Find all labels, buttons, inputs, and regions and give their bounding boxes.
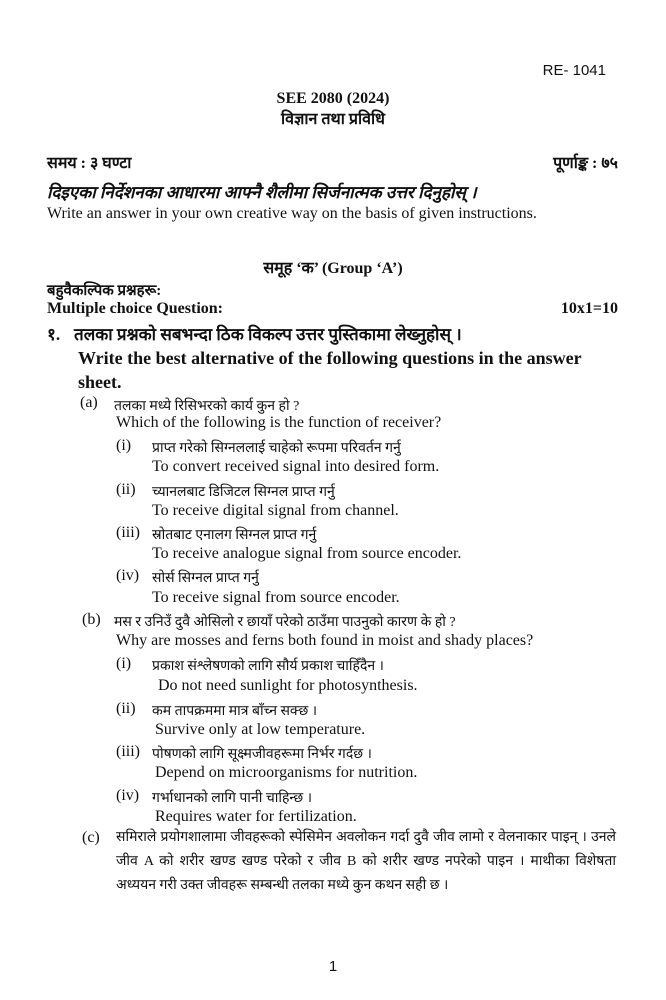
question-nepali: तलका प्रश्नको सबभन्दा ठिक विकल्प उत्तर पुस्तिकामा लेख्नुहोस् । xyxy=(74,325,462,344)
instruction-english: Write an answer in your own creative way on the basis of given instructions. xyxy=(47,205,537,222)
option-nepali: कम तापक्रममा मात्र बाँच्न सक्छ । xyxy=(152,704,318,719)
subq-nepali: तलका मध्ये रिसिभरको कार्य कुन हो ? xyxy=(114,399,300,414)
option-nepali: प्राप्त गरेको सिग्नललाई चाहेको रूपमा परिवर्तन गर्नु xyxy=(152,441,401,456)
option-nepali: पोषणको लागि सूक्ष्मजीवहरूमा निर्भर गर्दछ । xyxy=(152,747,372,762)
option-english: To receive signal from source encoder. xyxy=(152,589,400,606)
option-english: To receive digital signal from channel. xyxy=(152,502,399,519)
paper-code: RE- 1041 xyxy=(542,62,606,79)
mcq-heading-english: Multiple choice Question: xyxy=(47,300,223,317)
subq-english: Which of the following is the function of receiver? xyxy=(116,414,442,431)
option-label: (iv) xyxy=(116,567,140,584)
option-english: To convert received signal into desired form. xyxy=(152,458,440,475)
subq-label: (c) xyxy=(82,829,100,846)
instruction-nepali: दिइएका निर्देशनका आधारमा आफ्नै शैलीमा सिर्जनात्मक उत्तर दिनुहोस् । xyxy=(47,183,477,202)
option-label: (ii) xyxy=(116,481,136,498)
mcq-heading-nepali: बहुवैकल्पिक प्रश्नहरू: xyxy=(47,283,162,299)
exam-title: SEE 2080 (2024) xyxy=(276,90,390,107)
option-nepali: प्रकाश संश्लेषणको लागि सौर्य प्रकाश चाहिँदैन । xyxy=(152,659,384,674)
mcq-marks: 10x1=10 xyxy=(560,300,618,317)
option-nepali: स्रोतबाट एनालग सिग्नल प्राप्त गर्नु xyxy=(152,528,317,543)
option-english: To receive analogue signal from source encoder. xyxy=(152,545,462,562)
option-label: (iii) xyxy=(116,524,140,541)
group-title: समूह ‘क’ (Group ‘A’) xyxy=(263,260,403,277)
subq-label: (b) xyxy=(82,611,101,628)
option-label: (ii) xyxy=(116,700,136,717)
time-allowed: समय : ३ घण्टा xyxy=(47,155,132,172)
subject-title: विज्ञान तथा प्रविधि xyxy=(281,111,385,128)
option-nepali: गर्भाधानको लागि पानी चाहिन्छ । xyxy=(152,791,313,806)
option-label: (iv) xyxy=(116,787,140,804)
option-label: (i) xyxy=(116,437,132,454)
option-label: (iii) xyxy=(116,743,140,760)
option-nepali: सोर्स सिग्नल प्राप्त गर्नु xyxy=(152,571,259,586)
option-english: Requires water for fertilization. xyxy=(155,808,357,825)
subq-nepali: मस र उनिउँ दुवै ओसिलो र छायाँ परेको ठाउँमा पाउनुको कारण के हो ? xyxy=(114,615,456,630)
subq-paragraph: समिराले प्रयोगशालामा जीवहरूको स्पेसिमेन अवलोकन गर्दा दुवै जीव लामो र वेलनाकार पाइन् । उनले जीव A को शरीर खण्ड खण्ड परेको र जीव B को शरीर खण्ड नपरेको पाइन । माथीका विशेषता अध्ययन गरी उक्त जीवहरू सम्बन्धी तलका मध्ये कुन कथन सही छ । xyxy=(116,830,616,893)
question-english: Write the best alternative of the following questions in the answer sheet. xyxy=(78,348,582,392)
option-english: Survive only at low temperature. xyxy=(155,721,366,738)
option-english: Do not need sunlight for photosynthesis. xyxy=(158,677,418,694)
question-number: १. xyxy=(47,325,61,344)
subq-label: (a) xyxy=(80,394,98,411)
option-english: Depend on microorganisms for nutrition. xyxy=(155,764,418,781)
full-marks: पूर्णाङ्क : ७५ xyxy=(553,155,618,172)
page-number: 1 xyxy=(328,958,338,975)
subq-english: Why are mosses and ferns both found in moist and shady places? xyxy=(116,632,534,649)
option-nepali: च्यानलबाट डिजिटल सिग्नल प्राप्त गर्नु xyxy=(152,485,335,500)
option-label: (i) xyxy=(116,655,132,672)
